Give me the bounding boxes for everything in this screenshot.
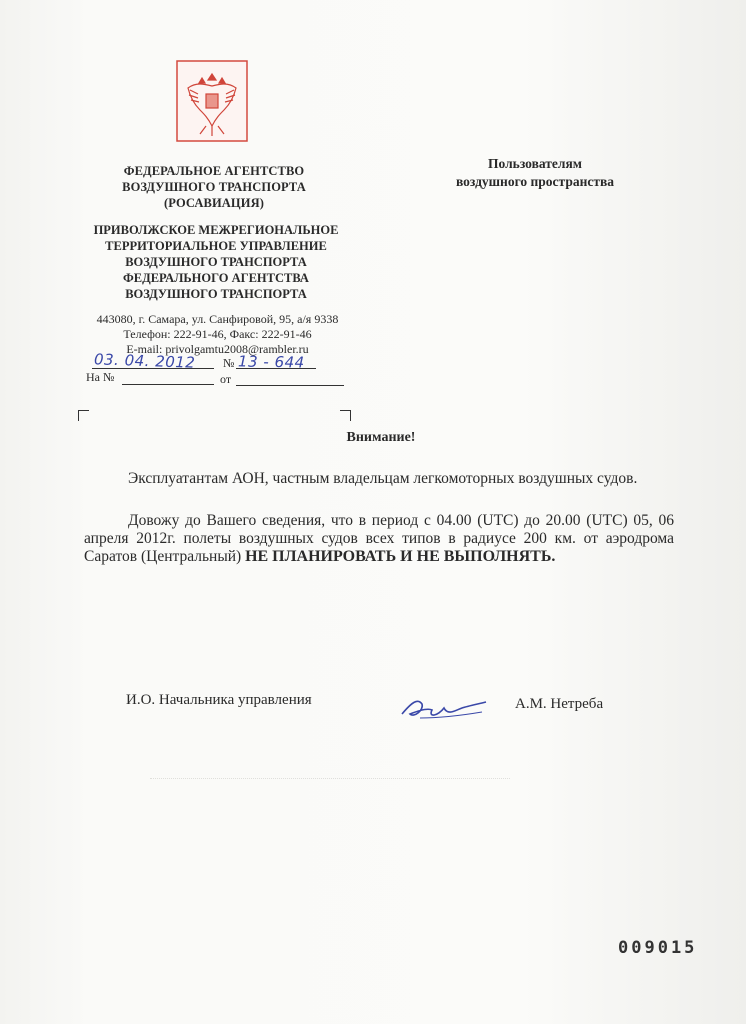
signatory-name: А.М. Нетреба xyxy=(515,696,604,712)
date-underline xyxy=(92,368,214,369)
corner-mark-right xyxy=(340,410,351,421)
notice-text: Довожу до Вашего сведения, что в период с 04.00 (UTC) до 20.00 (UTC) 05, 06 апреля 2012г. полеты воздушных судов всех типов в радиусе 200 км. от аэродрома Саратов (Центральный) xyxy=(84,512,674,565)
agency-line: ВОЗДУШНОГО ТРАНСПОРТА xyxy=(122,180,306,194)
address: 443080, г. Самара, ул. Санфировой, 95, а/я 9338 xyxy=(96,312,339,326)
corner-mark-left xyxy=(78,410,89,421)
division-line: ВОЗДУШНОГО ТРАНСПОРТА xyxy=(125,287,307,301)
registration-number: 13 - 644 xyxy=(237,352,305,372)
faint-bleedthrough xyxy=(150,778,510,789)
email: E-mail: privolgamtu2008@rambler.ru xyxy=(126,342,309,356)
coat-of-arms-emblem xyxy=(176,60,248,142)
reply-date-label: от xyxy=(220,372,232,386)
division-line: ТЕРРИТОРИАЛЬНОЕ УПРАВЛЕНИЕ xyxy=(105,239,327,253)
reply-number-line xyxy=(122,384,214,385)
agency-line: (РОСАВИАЦИЯ) xyxy=(164,196,264,210)
registration-number-label: № xyxy=(223,356,235,370)
agency-line: ФЕДЕРАЛЬНОЕ АГЕНТСТВО xyxy=(123,164,305,178)
reply-to-number-label: На № xyxy=(86,370,115,384)
agency-name xyxy=(96,163,332,211)
paragraph-notice xyxy=(84,512,674,566)
registration-date: 03. 04. 2012 xyxy=(93,350,196,372)
serial-number: 009015 xyxy=(618,938,698,958)
recipient-block xyxy=(425,155,645,191)
notice-emphasis: НЕ ПЛАНИРОВАТЬ И НЕ ВЫПОЛНЯТЬ. xyxy=(245,548,556,565)
recipient-line: Пользователям xyxy=(488,156,582,171)
phone-fax: Телефон: 222-91-46, Факс: 222-91-46 xyxy=(123,327,312,341)
number-underline xyxy=(236,368,316,369)
paragraph-addressees: Эксплуатантам АОН, частным владельцам легкомоторных воздушных судов. xyxy=(128,470,638,487)
recipient-line: воздушного пространства xyxy=(455,174,615,189)
handwritten-signature xyxy=(398,692,488,728)
signatory-title: И.О. Начальника управления xyxy=(126,692,312,708)
division-line: ПРИВОЛЖСКОЕ МЕЖРЕГИОНАЛЬНОЕ xyxy=(93,223,339,237)
division-line: ВОЗДУШНОГО ТРАНСПОРТА xyxy=(125,255,307,269)
reply-date-line xyxy=(236,385,344,386)
document-title: Внимание! xyxy=(346,430,416,445)
division-line: ФЕДЕРАЛЬНОГО АГЕНТСТВА xyxy=(123,271,309,285)
division-name xyxy=(66,222,366,302)
